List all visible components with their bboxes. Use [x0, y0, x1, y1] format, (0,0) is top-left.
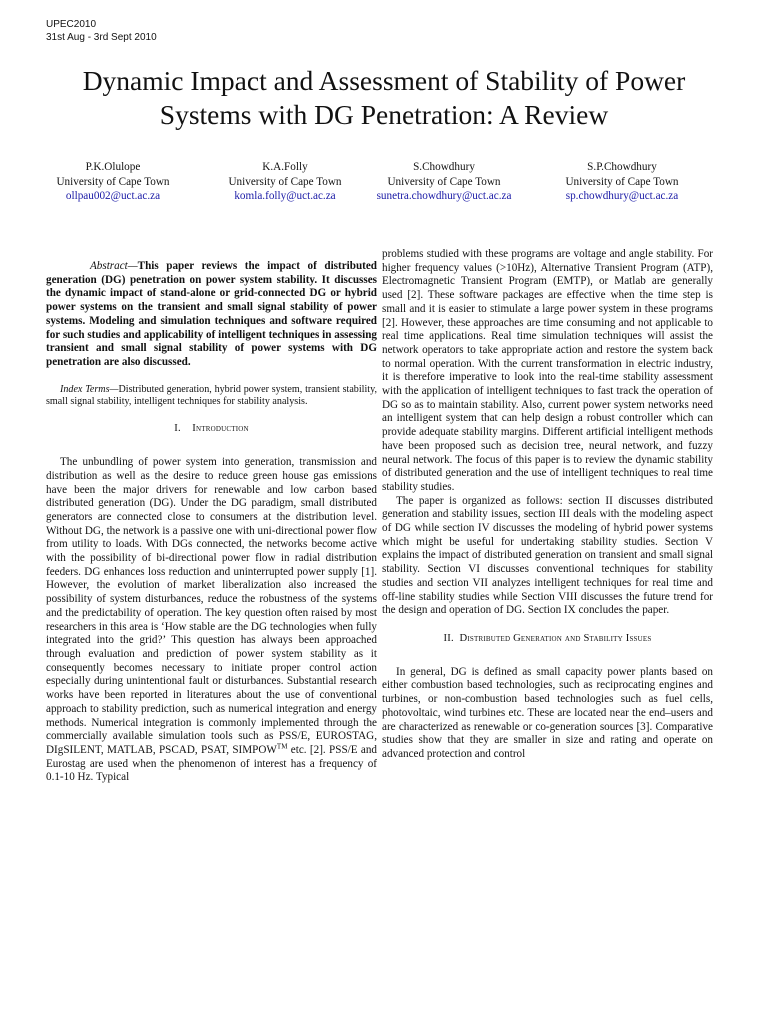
right-column [382, 248, 713, 762]
abstract [46, 260, 377, 370]
author-affiliation: University of Cape Town [228, 175, 342, 188]
author-name: S.P.Chowdhury [587, 161, 657, 173]
section-numeral: II. [443, 632, 454, 644]
left-column [46, 260, 377, 785]
trademark-superscript: TM [276, 742, 288, 751]
author-affiliation: University of Cape Town [56, 175, 170, 188]
section-heading-1 [46, 422, 377, 436]
conference-dates: 31st Aug - 3rd Sept 2010 [46, 32, 157, 43]
section-numeral: I. [174, 423, 181, 435]
intro-paragraph-1-part1 [46, 456, 377, 785]
author-3 [366, 160, 522, 204]
author-email[interactable]: sunetra.chowdhury@uct.ac.za [376, 190, 512, 202]
author-2 [210, 160, 360, 204]
conference-name: UPEC2010 [46, 19, 97, 30]
paper-title: Dynamic Impact and Assessment of Stability of Power Systems with DG Penetration: A Review [82, 65, 686, 130]
author-affiliation: University of Cape Town [387, 175, 501, 188]
intro-text-cont: etc. [2]. PSS/E and Eurostag are used when the phenomenon of interest has a frequency of 0.1-10 Hz. Typical [46, 743, 377, 784]
intro-text-cont: problems studied with these programs are voltage and angle stability. For higher frequency values (>10Hz), Alternative Transient Program (ATP), Electromagnetic Transient Program (EMTP), or Matlab are generally used [2]. These software packages are effective when the time step is small and it is easier to stimulate a large power system in these programs [2]. However, these approaches are time consuming and not applicable to real time applications. Real time simulation techniques will assist the network operators to take appropriate action and restore the system back to normal operation. With the current transformation in electric industry, it is therefore imperative to look into the real-time stability assessment with the application of intelligent techniques to fast track the operation of DG so as to maintain stability. Also, current power system networks need an intelligent system that can help design a robust controller which can provide adequate stability margins. Different artificial intelligent methods have been proposed such as decision tree, neural network, and fuzzy neural network. The focus of this paper is to review the dynamic stability of distributed generation and the use of intelligent techniques to real time stability studies. [382, 248, 713, 493]
section2-paragraph-1: In general, DG is defined as small capacity power plants based on either combustion based technologies, such as reciprocating engines and turbines, or non-combustion based technologies such as fuel cells, photovoltaic, wind turbines etc. These are located near the end–users and are characterized as renewable or co-generation sources [3]. Comparative studies show that they are smaller in size and rating and operate on advanced protection and control [382, 665, 713, 760]
index-terms-text: Distributed generation, hybrid power system, transient stability, small signal stability, intelligent techniques for stability analysis. [46, 383, 377, 408]
author-1 [38, 160, 188, 204]
author-name: P.K.Olulope [85, 161, 141, 173]
conference-info [46, 18, 157, 44]
author-name: K.A.Folly [262, 161, 308, 173]
intro-paragraph-1-part2 [382, 248, 713, 495]
index-terms-label: Index Terms— [60, 383, 119, 395]
section-title: Introduction [192, 423, 249, 435]
author-email[interactable]: komla.folly@uct.ac.za [234, 190, 336, 202]
author-name: S.Chowdhury [413, 161, 475, 173]
intro-text: The unbundling of power system into generation, transmission and distribution as well as the desire to reduce green house gas emissions have been the major drivers for renewable and low carbon based distributed generation (DG). Under the DG paradigm, small distributed generators are connected close to consumers at the distribution level. Without DG, the network is a passive one with uni-directional power flow from utility to loads. With DGs connected, the networks become active with the possibility of bi-directional power flow in radial distribution feeders. DG enhances loss reduction and uninterrupted power supply [1]. However, the evolution of market liberalization also increased the possibility of system disturbances, reduce the robustness of the systems and the predictability of operation. The key question often raised by most researchers in this area is ‘How stable are the DG technologies when fully integrated into the grid?’ This question has always been approached through evaluation and prediction of power system stability as it consequently becomes necessary to initiate proper control action especially during unintentional fault or disturbances. Substantial research works have been reported in literatures about the use of conventional approach to stability prediction, such as numerical integration and energy methods. Numerical integration is commonly implemented through the commercially available simulation tools such as PSS/E, EUROSTAG, DIgSILENT, MATLAB, PSCAD, PSAT, SIMPOW [46, 456, 377, 756]
section-title: Distributed Generation and Stability Issues [459, 632, 652, 644]
author-affiliation: University of Cape Town [565, 175, 679, 188]
author-email[interactable]: sp.chowdhury@uct.ac.za [565, 190, 679, 202]
abstract-text: This paper reviews the impact of distributed generation (DG) penetration on power system stability. It discusses the dynamic impact of stand-alone or grid-connected DG or hybrid power systems on the transient and small signal stability of power systems. Modeling and simulation techniques and software required for such studies and applicability of intelligent techniques in assessing transient and small signal stability of power systems with DG penetration are also discussed. [46, 260, 377, 368]
intro-paragraph-2: The paper is organized as follows: section II discusses distributed generation and stability issues, section III deals with the modeling aspect of DG while section IV discusses the modeling of hybrid power systems which might be useful for undertaking stability studies. Section V explains the impact of distributed generation on transient and small signal stability. Section VI discusses conventional techniques for stability studies and section VII analyzes intelligent techniques for real time and off-line stability studies while Section VIII discusses the future trend for the design and operation of DG. Section IX concludes the paper. [382, 494, 713, 617]
index-terms [46, 384, 377, 409]
author-4 [546, 160, 698, 204]
author-email[interactable]: ollpau002@uct.ac.za [65, 190, 161, 202]
abstract-label: Abstract— [90, 260, 138, 272]
section-heading-2 [382, 632, 713, 646]
